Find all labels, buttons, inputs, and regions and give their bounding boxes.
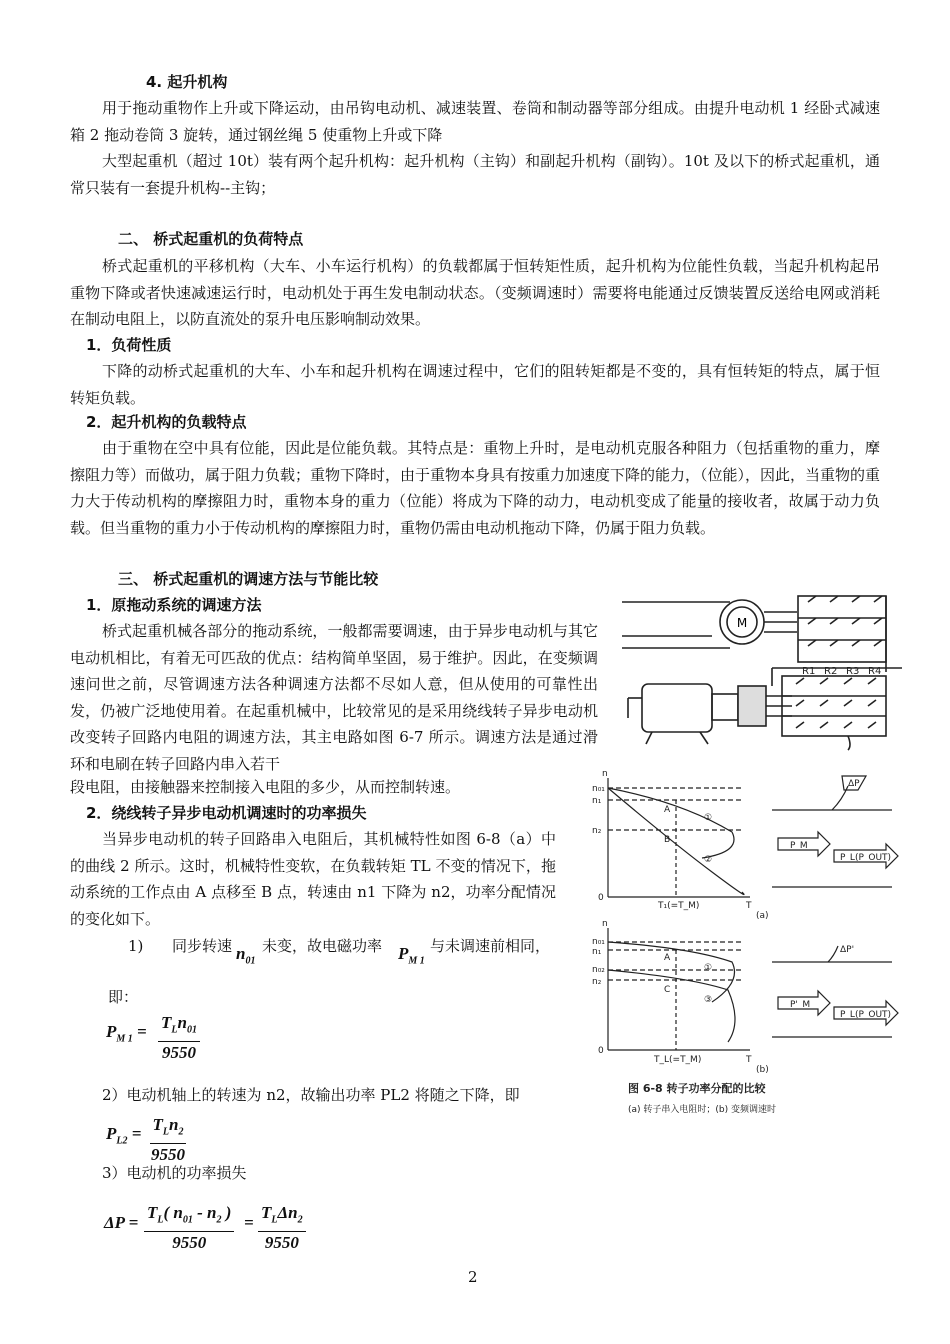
arrow-b-pm-label: P'_M — [790, 1000, 811, 1010]
plot-a-tick-n1: n₁ — [592, 796, 602, 806]
plot-b-curve-1: ① — [704, 963, 713, 973]
plot-a-point-b: B — [664, 835, 671, 845]
plot-b-x-axis: T — [746, 1055, 752, 1065]
plot-b-point-c: C — [664, 985, 671, 995]
symbol-n01: $n_{01}$ — [236, 944, 256, 967]
paragraph-original-speed-end: 段电阻，由接触器来控制接入电阻的多少，从而控制转速。 — [70, 778, 461, 796]
item-3-text: 3）电动机的功率损失 — [102, 1164, 247, 1182]
resistor-label-r2: R2 — [824, 666, 838, 677]
subheading-power-loss: 2．绕线转子异步电动机调速时的功率损失 — [86, 804, 367, 822]
formula-3-lhs: ΔP = — [104, 1213, 139, 1232]
plot-b-point-a: A — [664, 953, 671, 963]
symbol-pm1: $P_{M 1}$ — [398, 944, 425, 967]
resistor-label-r1: R1 — [802, 666, 816, 677]
item-1-text-c: 与未调速前相同， — [430, 937, 551, 955]
item-1-text-a: 同步转速 — [172, 937, 233, 955]
plot-b-tick-n1: n₁ — [592, 947, 602, 957]
plot-b-x-label: T_L(=T_M) — [654, 1055, 702, 1065]
formula-3-fraction-1: $\frac{T_L( n_{01} - n_2 )}{9550}$ — [144, 1202, 234, 1254]
resistor-label-r3: R3 — [846, 666, 860, 677]
paragraph-hoist-2: 大型起重机（超过 10t）装有两个起升机构：起升机构（主钩）和副起升机构（副钩）。10t 及以下的桥式起重机，通常只装有一套提升机构--主钩； — [70, 152, 880, 197]
item-1-number: 1) — [128, 937, 144, 955]
subheading-load-nature: 1．负荷性质 — [86, 336, 172, 354]
formula-1-lhs: $P_{M 1}$ = — [106, 1022, 147, 1045]
plot-b-tick-n2: n₂ — [592, 977, 602, 987]
plot-a-tick-0: 0 — [598, 893, 604, 903]
section-heading-load: 二、 桥式起重机的负荷特点 — [118, 230, 304, 248]
circuit-diagram — [612, 588, 902, 756]
plot-b-tick-n02: n₀₂ — [592, 965, 605, 975]
subheading-hoist-load: 2．起升机构的负载特点 — [86, 413, 247, 431]
paragraph-original-speed: 桥式起重机械各部分的拖动系统，一般都需要调速，由于异步电动机与其它电动机相比，有着无可匹敌的优点：结构简单坚固，易于维护。因此，在变频调速问世之前，尽管调速方法各种调速方法都不尽如人意，但从使用的可靠性出发，仍被广泛地使用着。在起重机械中，比较常见的是采用绕线转子异步电动机改变转子回路内电阻的调速方法，其主电路如图 6-7 所示。调速方法是通过滑环和电刷在转子回路内串入若干 — [70, 622, 598, 773]
paragraph-load-nature: 下降的动桥式起重机的大车、小车和起升机构在调速过程中，它们的阻转矩都是不变的，具有恒转矩的特点，属于恒转矩负载。 — [70, 362, 880, 407]
plot-a-x-label: T₁(=T_M) — [658, 901, 700, 911]
plot-b-curve-3: ③ — [704, 995, 713, 1005]
arrow-a-pm-label: P_M — [790, 841, 808, 851]
subheading-original-speed: 1．原拖动系统的调速方法 — [86, 596, 262, 614]
item-1-text-b: 未变，故电磁功率 — [262, 937, 383, 955]
plot-a-curve-1: ① — [704, 813, 713, 823]
plot-a-point-a: A — [664, 805, 671, 815]
formula-2-lhs: $P_{L2}$ = — [106, 1124, 142, 1147]
item-1-text-d: 即： — [108, 988, 139, 1006]
arrow-a-pl-label: P_L(P_OUT) — [840, 853, 892, 863]
plot-a-curve-2: ② — [704, 855, 713, 865]
figure-subcaption: (a) 转子串入电阻时；(b) 变频调速时 — [628, 1105, 776, 1115]
formula-3-equals: = — [244, 1213, 254, 1232]
paragraph-power-loss: 当异步电动机的转子回路串入电阻后，其机械特性如图 6-8（a）中的曲线 2 所示。这时，机械特性变软，在负载转矩 TL 不变的情况下，拖动系统的工作点由 A 点移至 B 点，转速由 n1 下降为 n2，功率分配情况的变化如下。 — [70, 830, 556, 928]
figure-caption: 图 6-8 转子功率分配的比较 — [628, 1082, 766, 1095]
paragraph-load: 桥式起重机的平移机构（大车、小车运行机构）的负载都属于恒转矩性质，起升机构为位能性负载，当起升机构起吊重物下降或者快速减速运行时，电动机处于再生发电制动状态。（变频调速时）需要将电能通过反馈装置反送给电网或消耗在制动电阻上，以防直流处的泵升电压影响制动效果。 — [70, 257, 880, 328]
formula-3-fraction-2: $T_L\Delta n_2$ 9550 — [258, 1202, 306, 1254]
section-heading-hoist: 4. 起升机构 — [146, 73, 228, 91]
arrow-a-loss-label: ΔP — [848, 779, 860, 789]
item-2-text: 2）电动机轴上的转速为 n2，故输出功率 PL2 将随之下降，即 — [102, 1086, 520, 1104]
plot-a-x-axis: T — [746, 901, 752, 911]
formula-1-fraction: $T_Ln_{01}$ 9550 — [158, 1012, 200, 1064]
resistor-label-r4: R4 — [868, 666, 882, 677]
paragraph-hoist-1: 用于拖动重物作上升或下降运动，由吊钩电动机、减速装置、卷筒和制动器等部分组成。由提升电动机 1 经卧式减速箱 2 拖动卷筒 3 旋转，通过钢丝绳 5 使重物上升或下降 — [70, 99, 880, 144]
paragraph-hoist-load: 由于重物在空中具有位能，因此是位能负载。其特点是：重物上升时，是电动机克服各种阻力（包括重物的重力，摩擦阻力等）而做功，属于阻力负载；重物下降时，由于重物本身具有按重力加速度下降的能力，（位能），因此，当重物的重力大于传动机构的摩擦阻力时，重物本身的重力（位能）将成为下降的动力，电动机变成了能量的接收者，故属于动力负载。但当重物的重力小于传动机构的摩擦阻力时，重物仍需由电动机拖动下降，仍属于阻力负载。 — [70, 439, 881, 537]
page-number: 2 — [468, 1268, 478, 1286]
arrow-b-pl-label: P_L(P_OUT) — [840, 1010, 892, 1020]
plot-b-panel: (b) — [756, 1065, 769, 1075]
figure-6-8 — [592, 762, 910, 1122]
plot-b-y-axis: n — [602, 919, 608, 929]
formula-2-fraction: $T_Ln_2$ 9550 — [151, 1115, 185, 1165]
plot-a-tick-n01: n₀₁ — [592, 784, 605, 794]
section-heading-speed: 三、 桥式起重机的调速方法与节能比较 — [118, 570, 379, 588]
arrow-b-loss-label: ΔP' — [840, 945, 855, 955]
motor-label: M — [736, 616, 748, 630]
plot-a-tick-n2: n₂ — [592, 826, 602, 836]
plot-b-tick-n01: n₀₁ — [592, 937, 605, 947]
plot-a-panel: (a) — [756, 911, 769, 921]
plot-b-tick-0: 0 — [598, 1046, 604, 1056]
plot-a-y-axis: n — [602, 769, 608, 779]
